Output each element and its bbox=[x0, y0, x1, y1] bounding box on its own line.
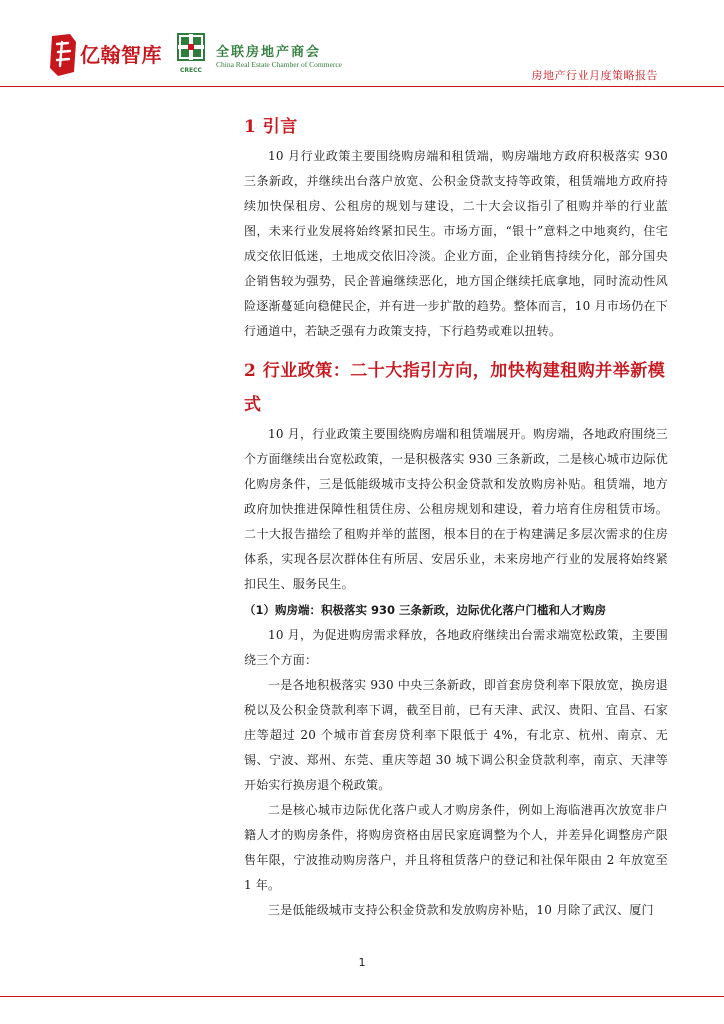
purchase-paragraph: 三是低能级城市支持公积金贷款和发放购房补贴，10 月除了武汉、厦门 bbox=[268, 903, 654, 917]
report-title: 房地产行业月度策略报告 bbox=[531, 69, 658, 82]
subsection-heading-purchase: （1）购房端：积极落实 930 三条新政，边际优化落户门槛和人才购房 bbox=[244, 603, 607, 617]
purchase-paragraph: 一是各地积极落实 930 中央三条新政，即首套房贷利率下限放宽，换房退税以及公积金贷款利率下调，截至目前，已有天津、武汉、贵阳、宜昌、石家庄等超过 20 个城市首套房贷利率下限低于 4%，有北京、杭州、南京、无锡、宁波、郑州、东莞、重庆等超 30 城下调公积金贷款利率，南京、天津等开始实行换房退个税政策。 bbox=[244, 678, 668, 792]
page-header bbox=[0, 0, 724, 90]
section-heading-policy: 2 行业政策：二十大指引方向，加快构建租购并举新模式 bbox=[244, 361, 666, 415]
crecc-name-en: China Real Estate Chamber of Commerce bbox=[216, 60, 343, 69]
crecc-name-cn: 全联房地产商会 bbox=[216, 45, 322, 60]
purchase-paragraph: 二是核心城市边际优化落户或人才购房条件，例如上海临港再次放宽非户籍人才的购房条件，将购房资格由居民家庭调整为个人，并差异化调整房产限售年限，宁波推动购房落户，并且将租赁落户的登记和社保年限由 2 年放宽至 1 年。 bbox=[244, 803, 668, 892]
document-body bbox=[244, 110, 668, 923]
footer-divider bbox=[0, 996, 724, 997]
yihan-logo-mark-icon bbox=[48, 32, 78, 78]
yihan-logo-text: 亿翰智库 bbox=[80, 43, 162, 67]
purchase-paragraph: 10 月，为促进购房需求释放，各地政府继续出台需求端宽松政策，主要围绕三个方面： bbox=[244, 628, 668, 667]
crecc-logo-mark-icon bbox=[176, 32, 206, 66]
crecc-logo[interactable] bbox=[176, 32, 356, 78]
crecc-abbreviation: CRECC bbox=[180, 67, 202, 74]
page-number: 1 bbox=[358, 956, 366, 969]
intro-paragraph: 10 月行业政策主要围绕购房端和租赁端，购房端地方政府积极落实 930 三条新政，并继续出台落户放宽、公积金贷款支持等政策，租赁端地方政府持续加快保租房、公租房的规划与建设，二十大会议指引了租购并举的行业蓝图，未来行业发展将始终紧扣民生。市场方面，“银十”意料之中地爽约，住宅成交依旧低迷，土地成交依旧冷淡。企业方面，企业销售持续分化，部分国央企销售较为强势，民企普遍继续恶化，地方国企继续托底拿地，同时流动性风险逐渐蔓延向稳健民企，并有进一步扩散的趋势。整体而言，10 月市场仍在下行通道中，若缺乏强有力政策支持，下行趋势或难以扭转。 bbox=[244, 149, 668, 338]
yihan-logo[interactable] bbox=[48, 32, 162, 78]
section-heading-intro: 1 引言 bbox=[244, 117, 298, 137]
header-divider bbox=[0, 86, 724, 87]
policy-paragraph: 10 月，行业政策主要围绕购房端和租赁端展开。购房端，各地政府围绕三个方面继续出台宽松政策，一是积极落实 930 三条新政，二是核心城市边际优化购房条件，三是低能级城市支持公积金贷款和发放购房补贴。租赁端，地方政府加快推进保障性租赁住房、公租房规划和建设，着力培育住房租赁市场。二十大报告描绘了租购并举的蓝图，根本目的在于构建满足多层次需求的住房体系，实现各层次群体住有所居、安居乐业，未来房地产行业的发展将始终紧扣民生、服务民生。 bbox=[244, 427, 668, 591]
